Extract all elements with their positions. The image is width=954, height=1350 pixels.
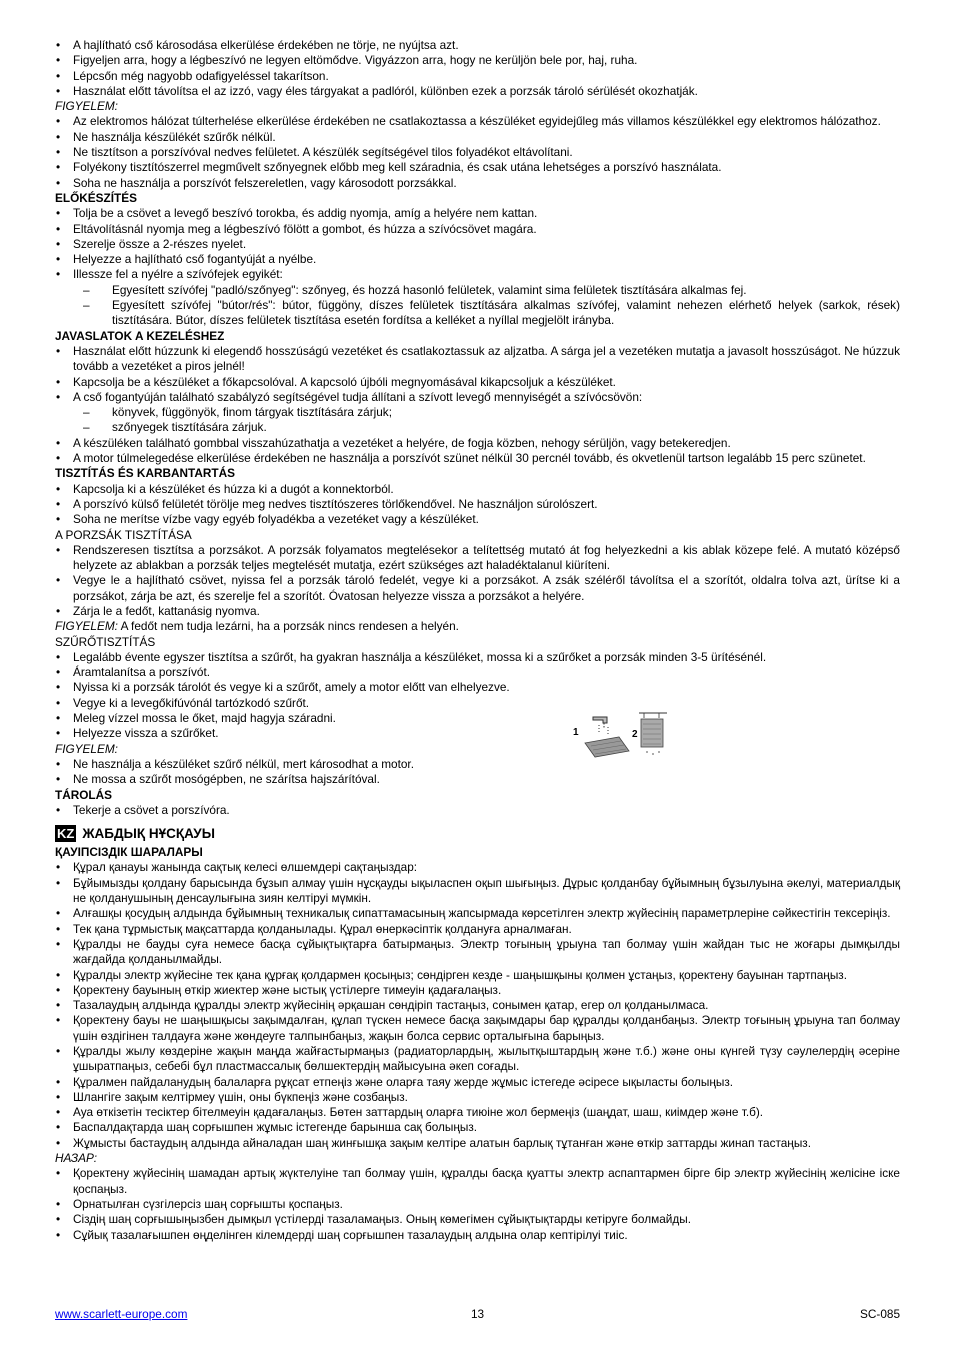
- list-item: • Vegye le a hajlítható csövet, nyissa fel a porzsák tároló fedelét, vegye ki a porzsákot. A zsák széléről távolítsa el a szorítót, oldalra tolva azt, ürítse ki a porzsákot, zárja be azt, és szerelje fel a szorítót. Óvatosan helyezze vissza a porzsákot a helyére.: [55, 573, 900, 604]
- list-item: • A motor túlmelegedése elkerülése érdekében ne használja a porszívót szünet nélkül 30 percnél tovább, és okvetlenül tartson legalább 15 perc szünetet.: [55, 451, 900, 466]
- list-item: • Figyeljen arra, hogy a légbeszívó ne legyen eltömődve. Vigyázzon arra, hogy ne kerüljön bele por, haj, ruha.: [55, 53, 900, 68]
- language-badge: KZ: [57, 826, 75, 842]
- list-item: • Eltávolításnál nyomja meg a légbeszívó fölött a gombot, és húzza a szívócsövet magára.: [55, 222, 900, 237]
- list-item: • Сұйық тазалағышпен өңделінген кілемдерді шаң сорғышпен тазалаудың алдына олар кептірілуі тиіс.: [55, 1228, 900, 1243]
- section-heading-recommendations: JAVASLATOK A KEZELÉSHEZ: [55, 328, 225, 343]
- drying-filter-icon: [639, 713, 667, 755]
- kz-title-text: ЖАБДЫҚ НҰСҚАУЫ: [82, 826, 215, 842]
- page-number: 13: [470, 1307, 485, 1321]
- list-item: • Szerelje össze a 2-részes nyelet.: [55, 237, 900, 252]
- list-item: • Kapcsolja be a készüléket a főkapcsolóval. A kapcsoló újbóli megnyomásával kikapcsoljuk a készüléket.: [55, 375, 900, 390]
- list-item: • Használat előtt húzzunk ki elegendő hosszúságú vezetéket és csatlakoztassuk az aljzatba. A sárga jel a vezetéken mutatja a javasolt hosszúságot. Ne húzzuk tovább a vezetéket a piros jelnél!: [55, 344, 900, 375]
- list-item: • Rendszeresen tisztítsa a porzsákot. A porzsák folyamatos megtelésekor a telítettség mutató át fog helyezkedni a kis ablak közepe felé. A mutató középső helyzete az ablakban a porzsák teljes megtelését mutatja, ezért szükséges azt haladéktalanul kiüríteni.: [55, 543, 900, 574]
- list-item: • Áramtalanítsa a porszívót.: [55, 665, 900, 680]
- list-item: • Nyissa ki a porzsák tárolót és vegye ki a szűrőt, amely a motor előtt van elhelyezve.: [55, 680, 900, 695]
- list-item: • Helyezze a hajlítható cső fogantyúját a nyélbe.: [55, 252, 900, 267]
- list-item: • Vegye ki a levegőkifúvónál tartózkodó szűrőt.: [55, 696, 900, 711]
- section-heading-storage: TÁROLÁS: [55, 787, 113, 802]
- list-item: • Құрал қанауы жанында сақтық келесі өлшемдері сақтаңыздар:: [55, 860, 900, 875]
- list-item: • Zárja le a fedőt, kattanásig nyomva.: [55, 604, 900, 619]
- list-item: • Ne használja a készüléket szűrő nélkül, mert károsodhat a motor.: [55, 757, 900, 772]
- section-heading-filter: SZŰRŐTISZTÍTÁS: [55, 634, 156, 649]
- sub-list-item: – Egyesített szívófej "bútor/rés": bútor, függöny, díszes felületek tisztítására alkalmas szívófej, valamint nehezen elérhető helyek (sarkok, rések) tisztítására. Bútor, díszes felületek tisztítása esetén fordítsa a kelléket a nyíllal megjelölt irányba.: [55, 298, 900, 329]
- list-item: • Баспалдақтарда шаң сорғышпен жұмыс істегенде барынша сақ болыңыз.: [55, 1120, 900, 1135]
- list-item: • Сіздің шаң сорғышыңызбен дымқыл үстілерді тазаламаңыз. Оның көмегімен сұйықтықтарды кетіруге болмайды.: [55, 1212, 900, 1227]
- list-item: • Қоректену бауының өткір жиектер және ыстық үстілерге тимеуін қадағалаңыз.: [55, 983, 900, 998]
- sub-list-item: – Egyesített szívófej "padló/szőnyeg": szőnyeg, és hozzá hasonló felületek, valamint sima felületek tisztítására alkalmas fej.: [55, 283, 900, 298]
- list-item: • Helyezze vissza a szűrőket.: [55, 726, 900, 741]
- sub-list-item: – szőnyegek tisztítására zárjuk.: [55, 420, 900, 435]
- figure-label-1: 1: [573, 727, 579, 738]
- list-item: • Құралды электр жүйесіне тек қана құрғақ қолдармен қосыңыз; сөндірген кезде - шаңышқыны қолмен ұстаңыз, қоректену бауынан тартпаңыз.: [55, 968, 900, 983]
- list-item: • Тазалаудың алдында құралды электр жүйесінің әрқашан сөндіріп тастаңыз, сонымен қатар, егер ол қолданылмаса.: [55, 998, 900, 1013]
- list-item: • Meleg vízzel mossa le őket, majd hagyja száradni.: [55, 711, 900, 726]
- list-item: • Құралды не бауды суға немесе басқа сұйықтықтарға батырмаңыз. Электр тоғының ұрыуна тап болмау үшін жайдан тыс не жоғары дымқылды жағдайда қолданылмайды.: [55, 937, 900, 968]
- list-item: • Soha ne használja a porszívót felszereletlen, vagy károsodott porzsákkal.: [55, 176, 900, 191]
- sub-list-item: – könyvek, függönyök, finom tárgyak tisztítására zárjuk;: [55, 405, 900, 420]
- list-item: • Шлангіге зақым келтірмеу үшін, оны бүкпеңіз және созбаңыз.: [55, 1090, 900, 1105]
- website-link[interactable]: www.scarlett-europe.com: [55, 1307, 188, 1321]
- warning-text: A fedőt nem tudja lezárni, ha a porzsák nincs rendesen a helyén.: [117, 619, 459, 634]
- list-item: • Kapcsolja ki a készüléket és húzza ki a dugót a konnektorból.: [55, 482, 900, 497]
- list-item: • Құралды жылу көздеріне жақын маңда жайғастырмаңыз (радиаторлардың, жылытқыштардың және т.б.) және оны күнгей түзу сәулелердің әсеріне ұшыратпаңыз, себебі бұл пластмассалық бөлшектердің майысуына әкеп соғады.: [55, 1044, 900, 1075]
- warning-label: FIGYELEM:: [55, 99, 118, 114]
- list-item: • Tolja be a csövet a levegő beszívó torokba, és addig nyomja, amíg a helyére nem kattan.: [55, 206, 900, 221]
- list-item: • Қоректену жүйесінің шамадан артық жүктелуіне тап болмау үшін, құралды басқа қуатты электр аспаптармен бірге бір электр жүйесінің желісіне іске қоспаңыз.: [55, 1166, 900, 1197]
- manual-page: [55, 38, 900, 1243]
- list-item: • A készüléken található gombbal visszahúzathatja a vezetéket a helyére, de fogja közben, nehogy sérüljön, vagy betekeredjen.: [55, 436, 900, 451]
- warning-note: [55, 619, 900, 634]
- page-footer: [55, 1307, 900, 1323]
- list-item: • Орнатылған сүзгілерсіз шаң сорғышты қоспаңыз.: [55, 1197, 900, 1212]
- list-item: • Қоректену бауы не шаңышқысы зақымдалған, құлап түскен немесе басқа зақымдары бар құралды қолданбаңыз. Электр тоғының ұрыуна тап болмау үшін өздігінен талдауға және жөндеуге талпынбаңыз, жақын болса сервис орталығына барыңыз.: [55, 1013, 900, 1044]
- list-item: • Ne használja készülékét szűrők nélkül.: [55, 130, 900, 145]
- list-item: • Бұйымызды қолдану барысында бұзып алмау үшін нұсқауды ықыласпен оқып шығыңыз. Дұрыс қолданбау бұйымның бұзылуына әкелуі, материалдық не қолданушының денсаулығына зиян келтіруі мүмкін.: [55, 876, 900, 907]
- filter-sponge-icon: [585, 737, 629, 757]
- list-item: • A cső fogantyúján található szabályzó segítségével tudja állítani a szívott levegő mennyiségét a szívócsövön:: [55, 390, 900, 405]
- list-item: • Ne mossa a szűrőt mosógépben, ne szárítsa hajszárítóval.: [55, 772, 900, 787]
- kz-section-title: [55, 823, 900, 845]
- list-item: • Soha ne merítse vízbe vagy egyéb folyadékba a vezetéket vagy a készüléket.: [55, 512, 900, 527]
- list-item: • Az elektromos hálózat túlterhelése elkerülése érdekében ne csatlakoztassa a készüléket egyidejűleg más villamos készülékkel egy elektromos hálózathoz.: [55, 114, 900, 129]
- list-item: • Lépcsőn még nagyobb odafigyeléssel takarítson.: [55, 69, 900, 84]
- list-item: • A hajlítható cső károsodása elkerülése érdekében ne törje, ne nyújtsa azt.: [55, 38, 900, 53]
- figure-label-2: 2: [632, 729, 638, 740]
- warning-label: НАЗАР:: [55, 1151, 97, 1166]
- section-heading-cleaning: TISZTÍTÁS ÉS KARBANTARTÁS: [55, 466, 236, 481]
- list-item: • Алғашқы қосудың алдында бұйымның техникалық сипаттамасының жапсырмада көрсетілген электр жүйесінің параметрлеріне сәйкестігін тексеріңіз.: [55, 906, 900, 921]
- list-item: • A porszívó külső felületét törölje meg nedves tisztítószeres törlőkendővel. Ne használjon súrolószert.: [55, 497, 900, 512]
- list-item: • Folyékony tisztítószerrel megművelt szőnyegnek előbb meg kell száradnia, és csak utána lehetséges a porszívó használata.: [55, 160, 900, 175]
- model-number: SC-085: [860, 1307, 900, 1321]
- section-heading-safety: ҚАУІПСІЗДІК ШАРАЛАРЫ: [55, 845, 203, 860]
- warning-label: FIGYELEM:: [55, 741, 118, 756]
- list-item: • Жұмысты бастаудың алдында айналадан шаң жинғышқа зақым келтіре алатын барлық тұтанған және өткір заттарды жинап тастаңыз.: [55, 1136, 900, 1151]
- section-heading-dustbag: A PORZSÁK TISZTÍTÁSA: [55, 527, 192, 542]
- list-item: • Ne tisztítson a porszívóval nedves felületet. A készülék segítségével tilos folyadékot eltávolítani.: [55, 145, 900, 160]
- section-heading-preparation: ELŐKÉSZÍTÉS: [55, 190, 137, 205]
- list-item: • Құралмен пайдаланудың балаларға рұқсат етпеңіз және оларға таяу жерде жұмыс істегеде әсіресе ықыласты болыңыз.: [55, 1075, 900, 1090]
- list-item: • Használat előtt távolítsa el az izzó, vagy éles tárgyakat a padlóról, különben ezek a porzsák tároló sérülését okozhatják.: [55, 84, 900, 99]
- list-item: • Illessze fel a nyélre a szívófejek egyikét:: [55, 267, 900, 282]
- list-item: • Legalább évente egyszer tisztítsa a szűrőt, ha gyakran használja a készüléket, mossa ki a szűrőket a porzsák minden 3-5 ürítésénél.: [55, 650, 900, 665]
- list-item: • Тек қана тұрмыстық мақсаттарда қолданылады. Құрал өнеркәсіптік қолдануға арналмаған.: [55, 922, 900, 937]
- warning-label: FIGYELEM:: [55, 619, 118, 634]
- list-item: • Ауа өткізетін тесіктер бітелмеуін қадағалаңыз. Бөтен заттардың оларға тиюіне жол бермеңіз (шаңдат, шаш, киімдер және т.б).: [55, 1105, 900, 1120]
- list-item: • Tekerje a csövet a porszívóra.: [55, 803, 900, 818]
- filter-washing-illustration: [571, 711, 671, 759]
- faucet-icon: [593, 717, 608, 734]
